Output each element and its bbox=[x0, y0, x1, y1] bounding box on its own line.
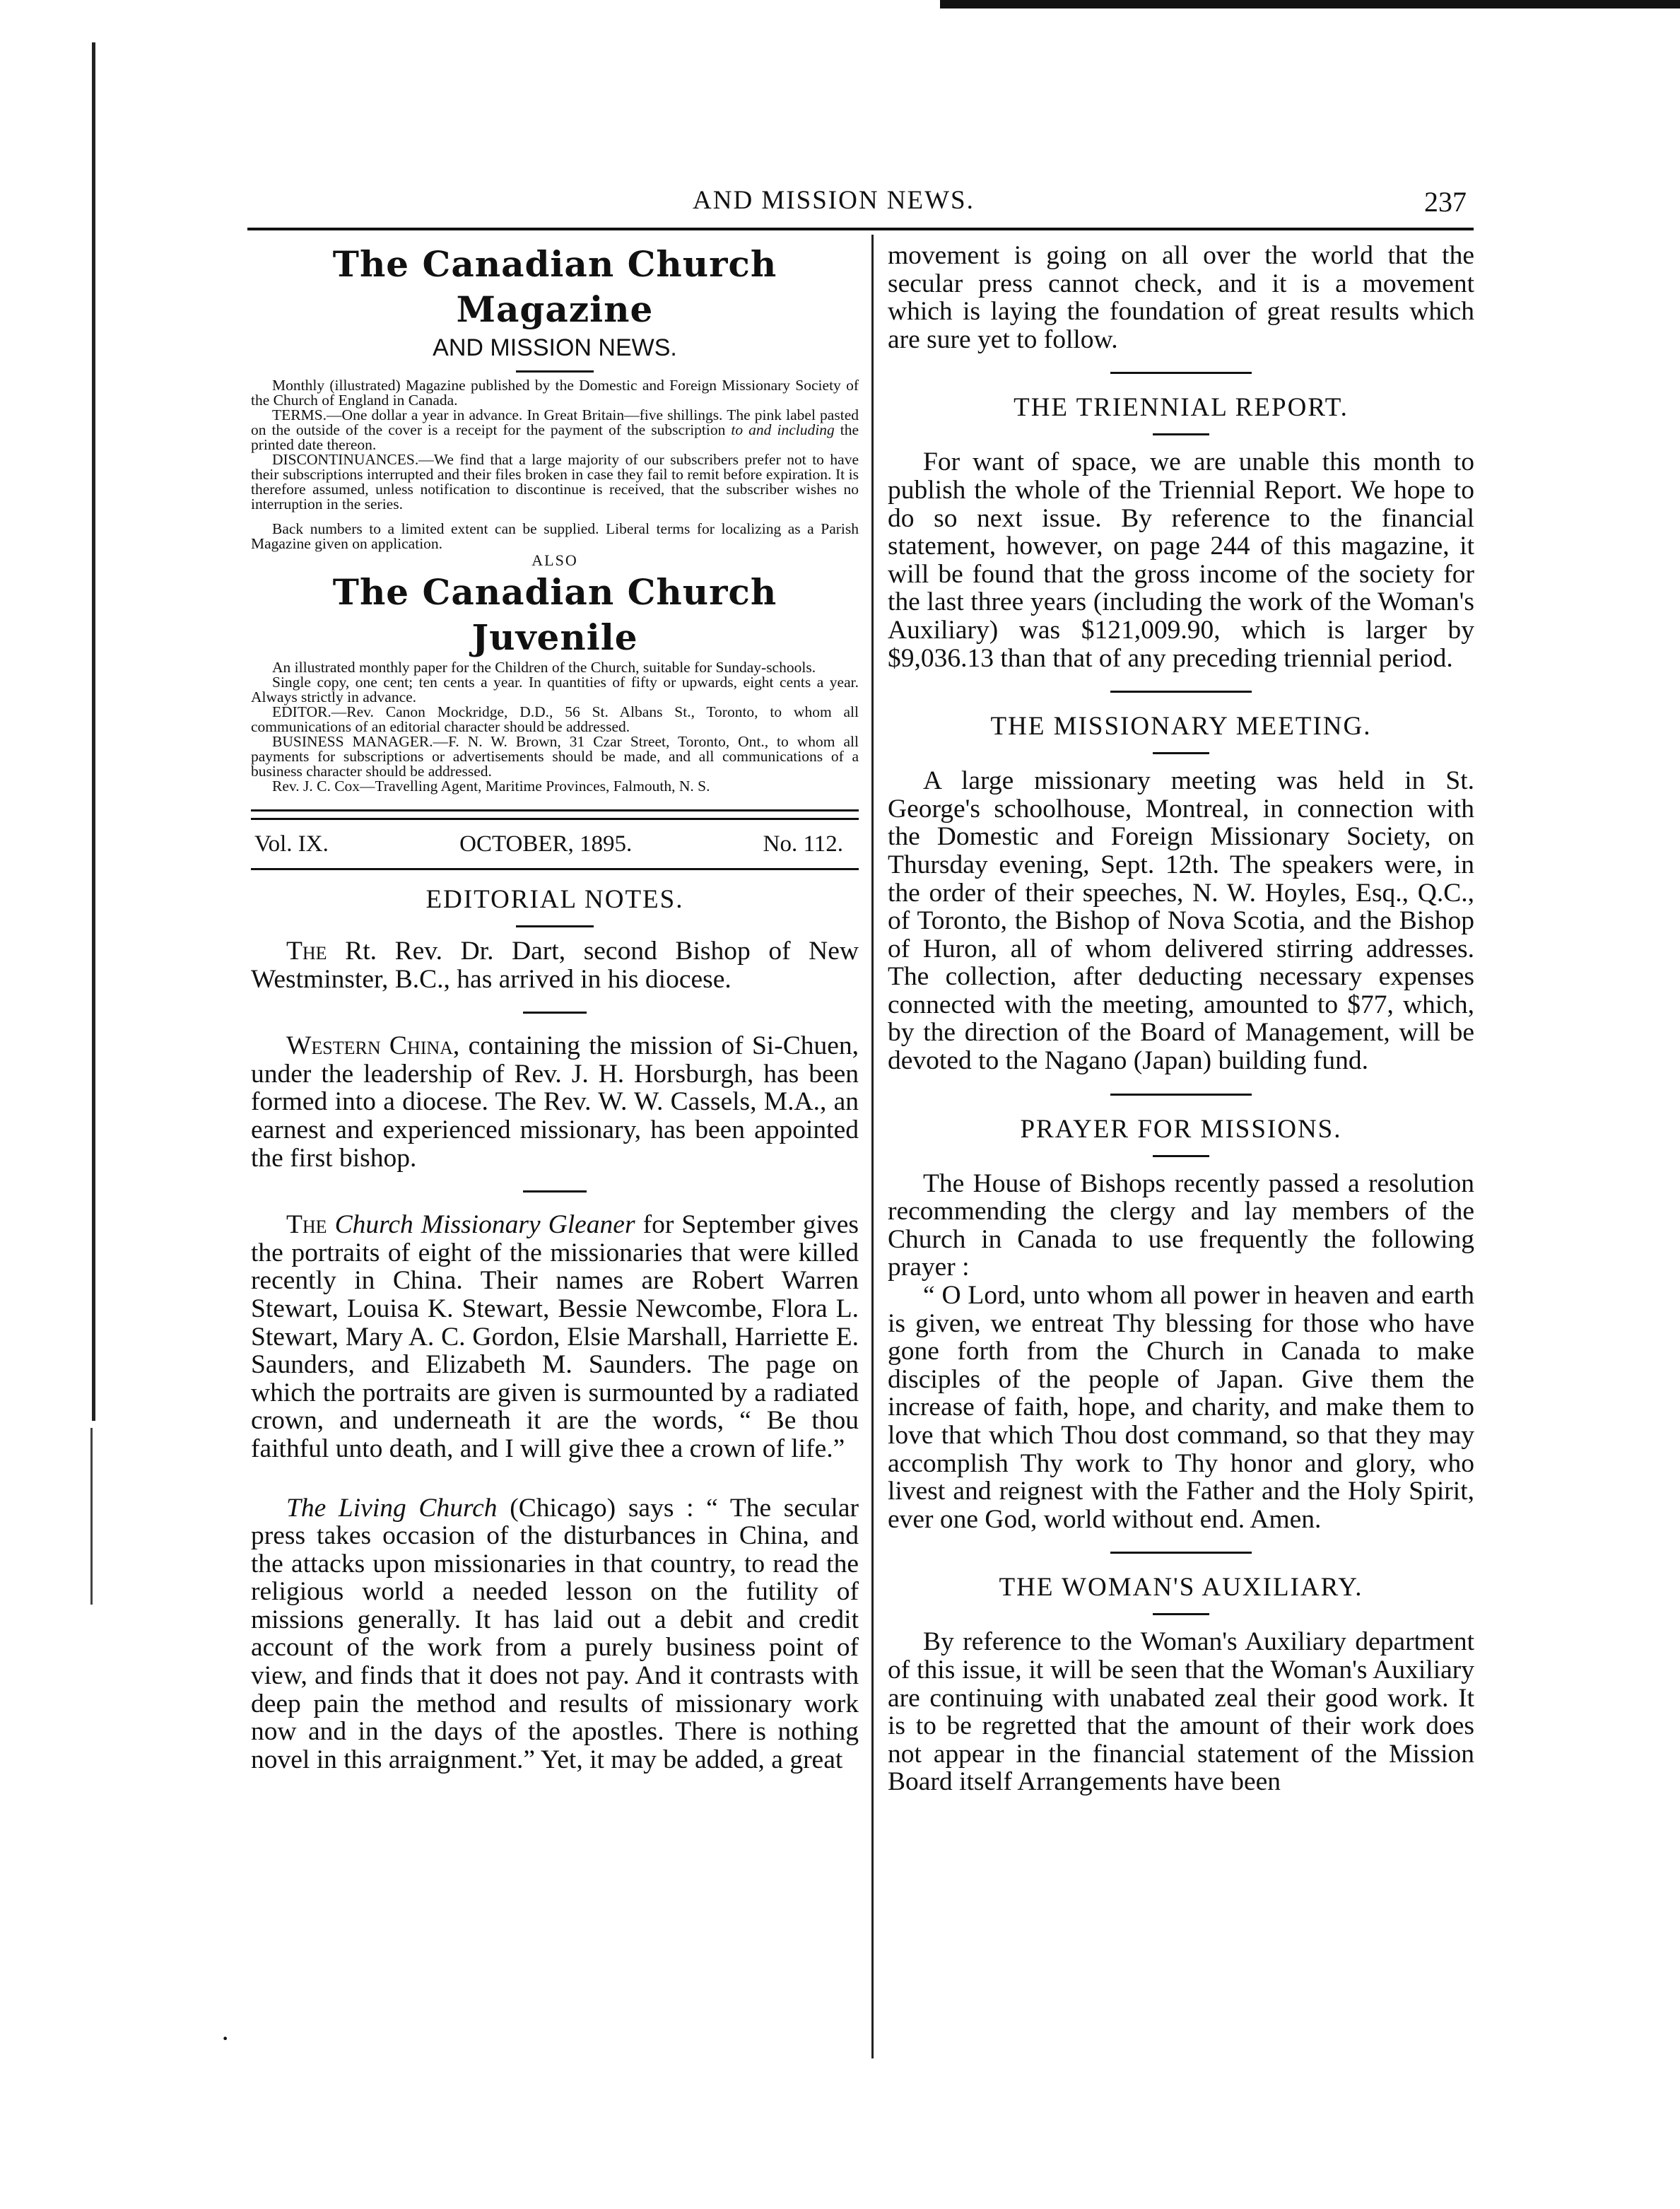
divider bbox=[523, 1190, 587, 1193]
juvenile-price: Single copy, one cent; ten cents a year. In quantities of fifty or upwards, eight cents a year. Always strictly in advance. bbox=[251, 674, 859, 705]
scan-edge-line bbox=[92, 42, 95, 1421]
prayer-intro: The House of Bishops recently passed a resolution recommending the clergy and lay members of the Church in Canada to use frequently the following prayer : bbox=[888, 1168, 1474, 1282]
divider bbox=[516, 370, 594, 373]
divider bbox=[1110, 1552, 1252, 1554]
juvenile-notices bbox=[251, 660, 859, 794]
divider bbox=[1153, 433, 1209, 435]
editorial-paragraph: The Church Missionary Gleaner for September gives the portraits of eight of the missionaries that were killed recently in China. Their names are Robert Warren Stewart, Louisa K. Stewart, Bessie Newcombe, Flora L. Stewart, Mary A. C. Gordon, Elsie Marshall, Harriette E. Saunders, and Elizabeth M. Saunders. The page on which the portraits are given is surmounted by a radiated crown, and underneath it are the words, “ Be thou faithful unto death, and I will give thee a crown of life.” bbox=[251, 1210, 859, 1463]
juvenile-title: The Canadian Church Juvenile bbox=[332, 571, 777, 658]
divider bbox=[1153, 752, 1209, 754]
page-number: 237 bbox=[1424, 186, 1467, 218]
divider bbox=[1153, 1613, 1209, 1615]
editorial-paragraph: The Living Church (Chicago) says : “ The secular press takes occasion of the disturbances in China, and the attacks upon missionaries in that country, to read the religious world a needed lesson on the futility of missions generally. It has laid out a debit and credit account of the work from a purely business point of view, and finds that it does not pay. And it contrasts with deep pain the method and results of missionary work now and in the days of the apostles. There is nothing novel in this arraignment.” Yet, it may be added, a great bbox=[251, 1493, 859, 1774]
divider bbox=[1110, 372, 1252, 374]
double-rule bbox=[251, 809, 859, 820]
right-column bbox=[888, 242, 1474, 1796]
left-column bbox=[251, 242, 859, 1774]
also-label: ALSO bbox=[531, 551, 578, 569]
divider bbox=[1153, 1155, 1209, 1157]
divider bbox=[1110, 1094, 1252, 1096]
triennial-paragraph: For want of space, we are unable this month to publish the whole of the Triennial Report. We hope to do so next issue. By reference to the financial statement, however, on page 244 of this magazine, it will be found that the gross income of the society for the last three years (including the work of the Woman's Auxiliary) was $121,009.90, which is larger by $9,036.13 than that of any preceding triennial period. bbox=[888, 447, 1474, 673]
masthead-discontinuances: DISCONTINUANCES.—We find that a large majority of our subscribers prefer not to have their subscriptions interrupted and their files broken in case they fail to remit before expiration. It is therefore assumed, unless notification to discontinue is received, that the subscriber wishes no interruption in the series. bbox=[251, 451, 859, 512]
meeting-heading: THE MISSIONARY MEETING. bbox=[990, 712, 1372, 742]
agent-notice: Rev. J. C. Cox—Travelling Agent, Maritime Provinces, Falmouth, N. S. bbox=[272, 778, 710, 795]
editorial-paragraph: Western China, containing the mission of Si-Chuen, under the leadership of Rev. J. H. Horsburgh, has been formed into a diocese. The Rev. W. W. Cassels, M.A., an earnest and experienced missionary, has been appointed the first bishop. bbox=[251, 1031, 859, 1173]
scan-edge-bar bbox=[940, 0, 1680, 8]
meeting-paragraph: A large missionary meeting was held in St. George's schoolhouse, Montreal, in connection with the Domestic and Foreign Missionary Society, on Thursday evening, Sept. 12th. The speakers were, in the order of their speeches, N. W. Hoyles, Esq., Q.C., of Toronto, the Bishop of Nova Scotia, and the Bishop of Huron, all of whom delivered stirring addresses. The collection, after deducting necessary expenses connected with the meeting, amounted to $77, which, by the direction of the Board of Management, will be devoted to the Nagano (Japan) building fund. bbox=[888, 766, 1474, 1076]
continuation-paragraph: movement is going on all over the world that the secular press cannot check, and it is a movement which is laying the foundation of great results which are sure yet to follow. bbox=[888, 241, 1474, 354]
column-divider bbox=[871, 235, 874, 2058]
editor-notice: EDITOR.—Rev. Canon Mockridge, D.D., 56 St. Albans St., Toronto, to whom all communications of an editorial character should be addressed. bbox=[251, 703, 859, 735]
header-rule bbox=[247, 228, 1474, 230]
masthead-title: The Canadian Church Magazine bbox=[332, 243, 777, 330]
masthead-description: Monthly (illustrated) Magazine published by the Domestic and Foreign Missionary Society of the Church of England in Canada. bbox=[251, 377, 859, 409]
issue-date: OCTOBER, 1895. bbox=[459, 831, 633, 857]
issue-number: No. 112. bbox=[763, 831, 843, 857]
prayer-text: “ O Lord, unto whom all power in heaven and earth is given, we entreat Thy blessing for those who have gone forth from the Church in Canada to make disciples of the people of Japan. Give them the increase of faith, hope, and charity, and make them to love that which Thou dost command, so that they may accomplish Thy work to Thy honor and glory, who livest and reignest with the Father and the Holy Spirit, ever one God, world without end. Amen. bbox=[888, 1281, 1474, 1534]
rule bbox=[251, 868, 859, 870]
masthead-back-numbers: Back numbers to a limited extent can be supplied. Liberal terms for localizing as a Parish Magazine given on application. bbox=[251, 520, 859, 552]
prayer-heading: PRAYER FOR MISSIONS. bbox=[1020, 1114, 1342, 1144]
running-head: AND MISSION NEWS. bbox=[693, 186, 975, 215]
auxiliary-heading: THE WOMAN'S AUXILIARY. bbox=[999, 1573, 1363, 1602]
issue-line bbox=[251, 830, 859, 858]
auxiliary-paragraph: By reference to the Woman's Auxiliary department of this issue, it will be seen that the Woman's Auxiliary are continuing with unabated zeal their good work. It is to be regretted that the amount of their work does not appear in the financial statement of the Mission Board itself Arrangements have been bbox=[888, 1627, 1474, 1797]
editorial-heading: EDITORIAL NOTES. bbox=[425, 885, 684, 914]
divider bbox=[1110, 691, 1252, 693]
divider bbox=[523, 1012, 587, 1014]
masthead-subtitle: AND MISSION NEWS. bbox=[433, 334, 677, 361]
masthead-terms: TERMS.—One dollar a year in advance. In Great Britain—five shillings. The pink label pasted on the outside of the cover is a receipt for the payment of the subscription to and including the printed date thereon. bbox=[251, 406, 859, 453]
scan-speck: · bbox=[221, 2022, 230, 2054]
divider bbox=[516, 925, 594, 927]
editorial-paragraph: The Rt. Rev. Dr. Dart, second Bishop of New Westminster, B.C., has arrived in his diocese. bbox=[251, 937, 859, 994]
juvenile-description: An illustrated monthly paper for the Children of the Church, suitable for Sunday-schools. bbox=[272, 659, 816, 676]
volume: Vol. IX. bbox=[254, 831, 329, 857]
triennial-heading: THE TRIENNIAL REPORT. bbox=[1014, 393, 1349, 423]
business-notice: BUSINESS MANAGER.—F. N. W. Brown, 31 Czar Street, Toronto, Ont., to whom all payments for subscriptions or advertisements should be made, and all communications of a business character should be addressed. bbox=[251, 733, 859, 780]
scan-edge-line bbox=[90, 1428, 93, 1605]
masthead-notices bbox=[251, 378, 859, 551]
